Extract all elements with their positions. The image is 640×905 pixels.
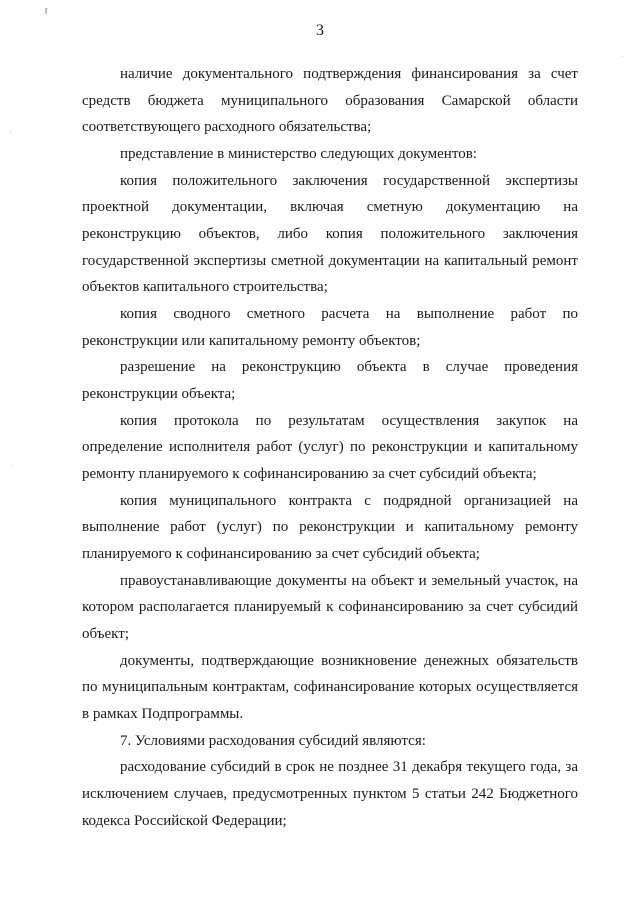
- paragraph: расходование субсидий в срок не позднее 31 декабря текущего года, за исключением случаев, предусмотренных пунктом 5 статьи 242 Бюджетного кодекса Российской Федерации;: [82, 759, 578, 829]
- page-number: 3: [316, 22, 324, 39]
- paragraph: разрешение на реконструкцию объекта в случае проведения реконструкции объекта;: [82, 359, 578, 402]
- scan-speck: [47, 8, 48, 9]
- paragraph: копия положительного заключения государственной экспертизы проектной документации, включая сметную документацию на реконструкцию объектов, либо копия положительного заключения государственной экспертизы сметной документации на капитальный ремонт объектов капитального строительства;: [82, 172, 578, 296]
- paragraph: копия муниципального контракта с подрядной организацией на выполнение работ (услуг) по реконструкции и капитальному ремонту планируемого к софинансированию за счет субсидий объекта;: [82, 492, 578, 562]
- paragraph: документы, подтверждающие возникновение денежных обязательств по муниципальным контрактам, софинансирование которых осуществляется в рамках Подпрограммы.: [82, 652, 578, 722]
- paragraph: правоустанавливающие документы на объект и земельный участок, на котором располагается планируемый к софинансированию за счет субсидий объект;: [82, 572, 578, 642]
- paragraph: наличие документального подтверждения финансирования за счет средств бюджета муниципального образования Самарской области соответствующего расходного обязательства;: [82, 66, 578, 136]
- document-body: [82, 61, 578, 834]
- paragraph: копия протокола по результатам осуществления закупок на определение исполнителя работ (услуг) по реконструкции и капитальному ремонту планируемого к софинансированию за счет субсидий объекта;: [82, 412, 578, 482]
- scan-speck: [12, 465, 13, 466]
- paragraph: представление в министерство следующих документов:: [120, 145, 477, 162]
- paragraph: копия сводного сметного расчета на выполнение работ по реконструкции или капитальному ремонту объектов;: [82, 305, 578, 349]
- scan-speck: [10, 132, 11, 133]
- scan-speck: [622, 56, 623, 57]
- paragraph: 7. Условиями расходования субсидий являются:: [120, 732, 426, 749]
